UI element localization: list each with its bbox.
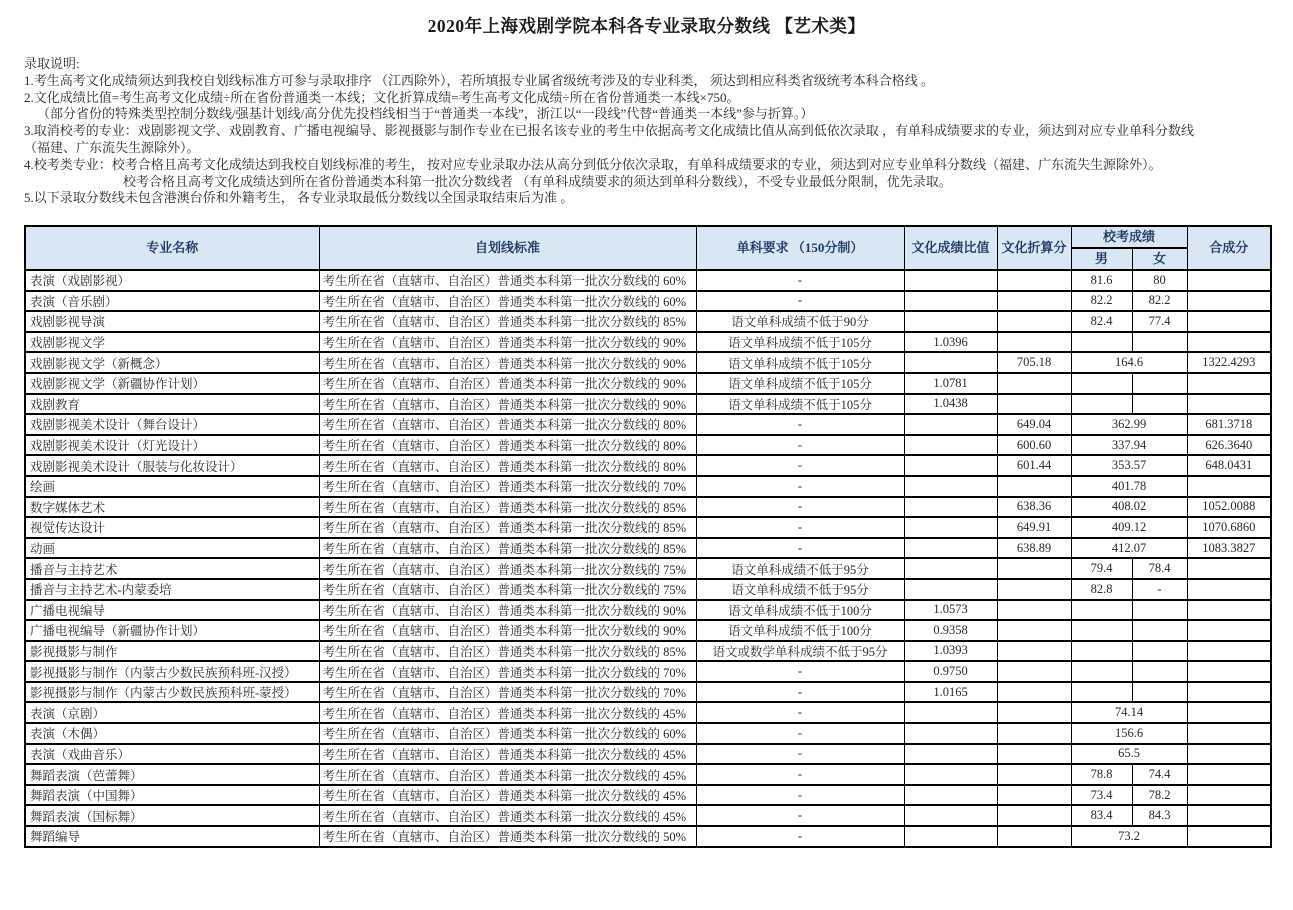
composite-score-cell: 681.3718 [1187,414,1271,435]
culture-converted-cell: 649.91 [997,517,1071,538]
culture-converted-cell [997,620,1071,641]
major-name-cell: 影视摄影与制作（内蒙古少数民族预科班-蒙授） [25,682,319,703]
composite-score-cell [1187,702,1271,723]
line-standard-cell: 考生所在省（直辖市、自治区）普通类本科第一批次分数线的 90% [319,332,696,353]
subject-requirement-cell: - [696,805,904,826]
composite-score-cell [1187,661,1271,682]
culture-converted-cell: 601.44 [997,455,1071,476]
subject-requirement-cell: 语文单科成绩不低于100分 [696,600,904,621]
culture-ratio-cell: 0.9750 [904,661,997,682]
exam-score-male-cell [1071,620,1132,641]
major-name-cell: 舞蹈编导 [25,826,319,847]
composite-score-cell [1187,270,1271,291]
line-standard-cell: 考生所在省（直辖市、自治区）普通类本科第一批次分数线的 80% [319,435,696,456]
subject-requirement-cell: - [696,270,904,291]
note-line: 2.文化成绩比值=考生高考文化成绩÷所在省份普通类一本线；文化折算成绩=考生高考文化成绩÷所在省份普通类一本线×750。 [24,89,740,105]
major-name-cell: 影视摄影与制作 [25,641,319,662]
subject-requirement-cell: - [696,538,904,559]
exam-score-female-cell: 78.2 [1132,785,1187,806]
culture-converted-cell [997,641,1071,662]
subject-requirement-cell: - [696,517,904,538]
exam-score-merged-cell: 156.6 [1071,723,1187,744]
culture-ratio-cell [904,579,997,600]
exam-score-merged-cell: 74.14 [1071,702,1187,723]
exam-score-merged-cell: 409.12 [1071,517,1187,538]
table-row [25,291,1271,312]
table-row [25,435,1271,456]
page-title: 2020年上海戏剧学院本科各专业录取分数线 【艺术类】 [427,16,866,36]
culture-converted-cell [997,723,1071,744]
subject-requirement-cell: - [696,455,904,476]
major-name-cell: 表演（戏剧影视） [25,270,319,291]
table-row [25,600,1271,621]
score-table-container [24,225,1272,848]
culture-converted-cell [997,744,1071,765]
culture-ratio-cell: 1.0573 [904,600,997,621]
table-row [25,723,1271,744]
culture-ratio-cell [904,785,997,806]
composite-score-cell [1187,826,1271,847]
composite-score-cell [1187,291,1271,312]
exam-score-female-cell: 78.4 [1132,558,1187,579]
composite-score-cell: 1052.0088 [1187,497,1271,518]
admission-notes [24,56,1279,207]
composite-score-cell [1187,805,1271,826]
line-standard-cell: 考生所在省（直辖市、自治区）普通类本科第一批次分数线的 90% [319,352,696,373]
table-row [25,497,1271,518]
subject-requirement-cell: 语文单科成绩不低于105分 [696,373,904,394]
table-row [25,682,1271,703]
col-header-culture-ratio: 文化成绩比值 [904,226,997,270]
composite-score-cell [1187,764,1271,785]
table-row [25,805,1271,826]
culture-ratio-cell [904,435,997,456]
major-name-cell: 戏剧影视文学（新疆协作计划） [25,373,319,394]
table-row [25,558,1271,579]
note-line: 5.以下录取分数线未包含港澳台侨和外籍考生， 各专业录取最低分数线以全国录取结束后为准 。 [24,190,574,206]
composite-score-cell [1187,600,1271,621]
culture-converted-cell: 649.04 [997,414,1071,435]
line-standard-cell: 考生所在省（直辖市、自治区）普通类本科第一批次分数线的 45% [319,805,696,826]
exam-score-merged-cell: 164.6 [1071,352,1187,373]
table-header [25,226,1271,270]
major-name-cell: 舞蹈表演（国标舞） [25,805,319,826]
line-standard-cell: 考生所在省（直辖市、自治区）普通类本科第一批次分数线的 85% [319,497,696,518]
culture-converted-cell [997,558,1071,579]
exam-score-female-cell [1132,394,1187,415]
major-name-cell: 播音与主持艺术 [25,558,319,579]
culture-converted-cell [997,373,1071,394]
table-row [25,579,1271,600]
subject-requirement-cell: - [696,661,904,682]
subject-requirement-cell: - [696,702,904,723]
exam-score-merged-cell: 362.99 [1071,414,1187,435]
line-standard-cell: 考生所在省（直辖市、自治区）普通类本科第一批次分数线的 45% [319,744,696,765]
note-line: 校考合格且高考文化成绩达到所在省份普通类本科第一批次分数线者 （有单科成绩要求的须达到单科分数线），不受专业最低分限制，优先录取。 [123,173,952,189]
composite-score-cell: 1083.3827 [1187,538,1271,559]
exam-score-male-cell [1071,661,1132,682]
exam-score-male-cell: 79.4 [1071,558,1132,579]
exam-score-female-cell [1132,641,1187,662]
line-standard-cell: 考生所在省（直辖市、自治区）普通类本科第一批次分数线的 60% [319,723,696,744]
exam-score-female-cell [1132,682,1187,703]
composite-score-cell [1187,641,1271,662]
culture-converted-cell [997,764,1071,785]
exam-score-male-cell: 83.4 [1071,805,1132,826]
line-standard-cell: 考生所在省（直辖市、自治区）普通类本科第一批次分数线的 90% [319,600,696,621]
culture-ratio-cell [904,291,997,312]
table-row [25,826,1271,847]
culture-ratio-cell [904,455,997,476]
table-row [25,270,1271,291]
exam-score-merged-cell: 353.57 [1071,455,1187,476]
major-name-cell: 视觉传达设计 [25,517,319,538]
exam-score-female-cell [1132,661,1187,682]
line-standard-cell: 考生所在省（直辖市、自治区）普通类本科第一批次分数线的 80% [319,455,696,476]
major-name-cell: 戏剧教育 [25,394,319,415]
culture-converted-cell [997,600,1071,621]
composite-score-cell: 1322.4293 [1187,352,1271,373]
culture-ratio-cell [904,352,997,373]
exam-score-male-cell: 82.2 [1071,291,1132,312]
line-standard-cell: 考生所在省（直辖市、自治区）普通类本科第一批次分数线的 80% [319,414,696,435]
col-header-exam-score: 校考成绩 [1071,226,1187,248]
exam-score-female-cell: 74.4 [1132,764,1187,785]
culture-ratio-cell [904,538,997,559]
exam-score-male-cell: 82.4 [1071,311,1132,332]
composite-score-cell [1187,332,1271,353]
major-name-cell: 舞蹈表演（中国舞） [25,785,319,806]
culture-converted-cell [997,291,1071,312]
major-name-cell: 表演（京剧） [25,702,319,723]
composite-score-cell [1187,476,1271,497]
note-line: 4.校考类专业：校考合格且高考文化成绩达到我校自划线标准的考生， 按对应专业录取办法从高分到低分依次录取，有单科成绩要求的专业，须达到对应专业单科分数线（福建、广东流失生源除外）。 [24,156,1162,172]
major-name-cell: 表演（木偶） [25,723,319,744]
culture-ratio-cell: 1.0393 [904,641,997,662]
major-name-cell: 数字媒体艺术 [25,497,319,518]
subject-requirement-cell: - [696,497,904,518]
culture-converted-cell [997,826,1071,847]
subject-requirement-cell: 语文单科成绩不低于105分 [696,352,904,373]
major-name-cell: 绘画 [25,476,319,497]
major-name-cell: 广播电视编导 [25,600,319,621]
note-line: （福建、广东流失生源除外）。 [24,139,200,155]
exam-score-female-cell: - [1132,579,1187,600]
culture-ratio-cell [904,826,997,847]
note-line: 1.考生高考文化成绩须达到我校自划线标准方可参与录取排序 （江西除外），若所填报专业属省级统考涉及的专业科类， 须达到相应科类省级统考本科合格线 。 [24,72,935,88]
line-standard-cell: 考生所在省（直辖市、自治区）普通类本科第一批次分数线的 45% [319,702,696,723]
exam-score-male-cell [1071,600,1132,621]
major-name-cell: 戏剧影视美术设计（灯光设计） [25,435,319,456]
exam-score-female-cell: 77.4 [1132,311,1187,332]
col-header-female: 女 [1132,248,1187,270]
subject-requirement-cell: - [696,744,904,765]
subject-requirement-cell: 语文单科成绩不低于90分 [696,311,904,332]
composite-score-cell [1187,723,1271,744]
major-name-cell: 动画 [25,538,319,559]
line-standard-cell: 考生所在省（直辖市、自治区）普通类本科第一批次分数线的 60% [319,291,696,312]
culture-ratio-cell [904,764,997,785]
exam-score-male-cell: 82.8 [1071,579,1132,600]
culture-converted-cell [997,332,1071,353]
table-row [25,476,1271,497]
col-header-subject-requirement: 单科要求 （150分制） [696,226,904,270]
culture-ratio-cell [904,270,997,291]
note-line: 3.取消校考的专业：戏剧影视文学、戏剧教育、广播电视编导、影视摄影与制作专业在已报名该专业的考生中依据高考文化成绩比值从高到低依次录取 ，有单科成绩要求的专业，须达到对应专业单科分数线 [24,123,1195,139]
major-name-cell: 戏剧影视美术设计（舞台设计） [25,414,319,435]
composite-score-cell [1187,558,1271,579]
exam-score-merged-cell: 408.02 [1071,497,1187,518]
culture-ratio-cell [904,476,997,497]
major-name-cell: 影视摄影与制作（内蒙古少数民族预科班-汉授） [25,661,319,682]
culture-ratio-cell: 1.0396 [904,332,997,353]
culture-ratio-cell [904,497,997,518]
major-name-cell: 舞蹈表演（芭蕾舞） [25,764,319,785]
culture-converted-cell [997,579,1071,600]
line-standard-cell: 考生所在省（直辖市、自治区）普通类本科第一批次分数线的 70% [319,661,696,682]
culture-converted-cell [997,476,1071,497]
subject-requirement-cell: 语文单科成绩不低于100分 [696,620,904,641]
exam-score-male-cell: 81.6 [1071,270,1132,291]
line-standard-cell: 考生所在省（直辖市、自治区）普通类本科第一批次分数线的 90% [319,373,696,394]
composite-score-cell: 626.3640 [1187,435,1271,456]
line-standard-cell: 考生所在省（直辖市、自治区）普通类本科第一批次分数线的 85% [319,538,696,559]
exam-score-female-cell [1132,600,1187,621]
composite-score-cell [1187,311,1271,332]
major-name-cell: 戏剧影视文学 [25,332,319,353]
subject-requirement-cell: - [696,826,904,847]
table-row [25,661,1271,682]
score-table-body [25,270,1271,847]
major-name-cell: 广播电视编导（新疆协作计划） [25,620,319,641]
col-header-standard: 自划线标准 [319,226,696,270]
line-standard-cell: 考生所在省（直辖市、自治区）普通类本科第一批次分数线的 85% [319,517,696,538]
composite-score-cell [1187,785,1271,806]
line-standard-cell: 考生所在省（直辖市、自治区）普通类本科第一批次分数线的 75% [319,579,696,600]
culture-converted-cell [997,394,1071,415]
line-standard-cell: 考生所在省（直辖市、自治区）普通类本科第一批次分数线的 90% [319,620,696,641]
table-row [25,764,1271,785]
major-name-cell: 表演（音乐剧） [25,291,319,312]
exam-score-merged-cell: 401.78 [1071,476,1187,497]
exam-score-female-cell [1132,332,1187,353]
culture-converted-cell: 638.89 [997,538,1071,559]
line-standard-cell: 考生所在省（直辖市、自治区）普通类本科第一批次分数线的 60% [319,270,696,291]
exam-score-merged-cell: 412.07 [1071,538,1187,559]
line-standard-cell: 考生所在省（直辖市、自治区）普通类本科第一批次分数线的 85% [319,311,696,332]
composite-score-cell [1187,620,1271,641]
score-table [24,225,1272,848]
composite-score-cell [1187,394,1271,415]
culture-ratio-cell [904,702,997,723]
composite-score-cell: 648.0431 [1187,455,1271,476]
major-name-cell: 戏剧影视文学（新概念） [25,352,319,373]
composite-score-cell [1187,373,1271,394]
culture-ratio-cell [904,805,997,826]
exam-score-female-cell: 82.2 [1132,291,1187,312]
culture-ratio-cell [904,558,997,579]
table-row [25,538,1271,559]
notes-list [24,73,1279,207]
subject-requirement-cell: 语文或数学单科成绩不低于95分 [696,641,904,662]
culture-converted-cell: 600.60 [997,435,1071,456]
table-row [25,332,1271,353]
table-row [25,394,1271,415]
line-standard-cell: 考生所在省（直辖市、自治区）普通类本科第一批次分数线的 45% [319,764,696,785]
table-row [25,373,1271,394]
exam-score-male-cell [1071,394,1132,415]
culture-ratio-cell [904,414,997,435]
culture-converted-cell [997,270,1071,291]
subject-requirement-cell: - [696,682,904,703]
note-line: （部分省份的特殊类型控制分数线/强基计划线/高分优先投档线相当于“普通类一本线”，浙江以“一段线”代替“普通类一本线”参与折算。） [37,106,814,122]
subject-requirement-cell: - [696,764,904,785]
col-header-major: 专业名称 [25,226,319,270]
line-standard-cell: 考生所在省（直辖市、自治区）普通类本科第一批次分数线的 50% [319,826,696,847]
line-standard-cell: 考生所在省（直辖市、自治区）普通类本科第一批次分数线的 75% [319,558,696,579]
exam-score-male-cell [1071,641,1132,662]
table-row [25,311,1271,332]
line-standard-cell: 考生所在省（直辖市、自治区）普通类本科第一批次分数线的 45% [319,785,696,806]
exam-score-merged-cell: 337.94 [1071,435,1187,456]
exam-score-male-cell [1071,332,1132,353]
line-standard-cell: 考生所在省（直辖市、自治区）普通类本科第一批次分数线的 85% [319,641,696,662]
subject-requirement-cell: - [696,476,904,497]
table-row [25,455,1271,476]
culture-converted-cell [997,702,1071,723]
exam-score-merged-cell: 73.2 [1071,826,1187,847]
notes-heading: 录取说明: [24,56,80,71]
exam-score-male-cell [1071,373,1132,394]
exam-score-female-cell: 84.3 [1132,805,1187,826]
line-standard-cell: 考生所在省（直辖市、自治区）普通类本科第一批次分数线的 90% [319,394,696,415]
line-standard-cell: 考生所在省（直辖市、自治区）普通类本科第一批次分数线的 70% [319,476,696,497]
table-row [25,414,1271,435]
culture-converted-cell [997,661,1071,682]
major-name-cell: 戏剧影视导演 [25,311,319,332]
subject-requirement-cell: - [696,291,904,312]
culture-ratio-cell [904,311,997,332]
composite-score-cell: 1070.6860 [1187,517,1271,538]
exam-score-male-cell [1071,682,1132,703]
culture-ratio-cell: 1.0438 [904,394,997,415]
exam-score-female-cell [1132,620,1187,641]
line-standard-cell: 考生所在省（直辖市、自治区）普通类本科第一批次分数线的 70% [319,682,696,703]
subject-requirement-cell: - [696,414,904,435]
composite-score-cell [1187,682,1271,703]
culture-converted-cell [997,311,1071,332]
subject-requirement-cell: 语文单科成绩不低于105分 [696,332,904,353]
subject-requirement-cell: - [696,785,904,806]
composite-score-cell [1187,579,1271,600]
exam-score-male-cell: 73.4 [1071,785,1132,806]
col-header-culture-converted: 文化折算分 [997,226,1071,270]
culture-ratio-cell [904,517,997,538]
culture-ratio-cell: 1.0781 [904,373,997,394]
exam-score-male-cell: 78.8 [1071,764,1132,785]
exam-score-female-cell [1132,373,1187,394]
culture-converted-cell [997,682,1071,703]
culture-converted-cell [997,785,1071,806]
exam-score-merged-cell: 65.5 [1071,744,1187,765]
culture-converted-cell: 705.18 [997,352,1071,373]
culture-converted-cell: 638.36 [997,497,1071,518]
subject-requirement-cell: - [696,723,904,744]
subject-requirement-cell: - [696,435,904,456]
col-header-composite: 合成分 [1187,226,1271,270]
subject-requirement-cell: 语文单科成绩不低于95分 [696,558,904,579]
subject-requirement-cell: 语文单科成绩不低于105分 [696,394,904,415]
culture-ratio-cell [904,723,997,744]
exam-score-female-cell: 80 [1132,270,1187,291]
major-name-cell: 表演（戏曲音乐） [25,744,319,765]
composite-score-cell [1187,744,1271,765]
major-name-cell: 播音与主持艺术-内蒙委培 [25,579,319,600]
table-row [25,641,1271,662]
major-name-cell: 戏剧影视美术设计（服装与化妆设计） [25,455,319,476]
table-row [25,620,1271,641]
table-row [25,702,1271,723]
col-header-male: 男 [1071,248,1132,270]
culture-ratio-cell: 0.9358 [904,620,997,641]
culture-converted-cell [997,805,1071,826]
culture-ratio-cell [904,744,997,765]
culture-ratio-cell: 1.0165 [904,682,997,703]
table-row [25,744,1271,765]
table-row [25,517,1271,538]
subject-requirement-cell: 语文单科成绩不低于95分 [696,579,904,600]
table-row [25,352,1271,373]
table-row [25,785,1271,806]
